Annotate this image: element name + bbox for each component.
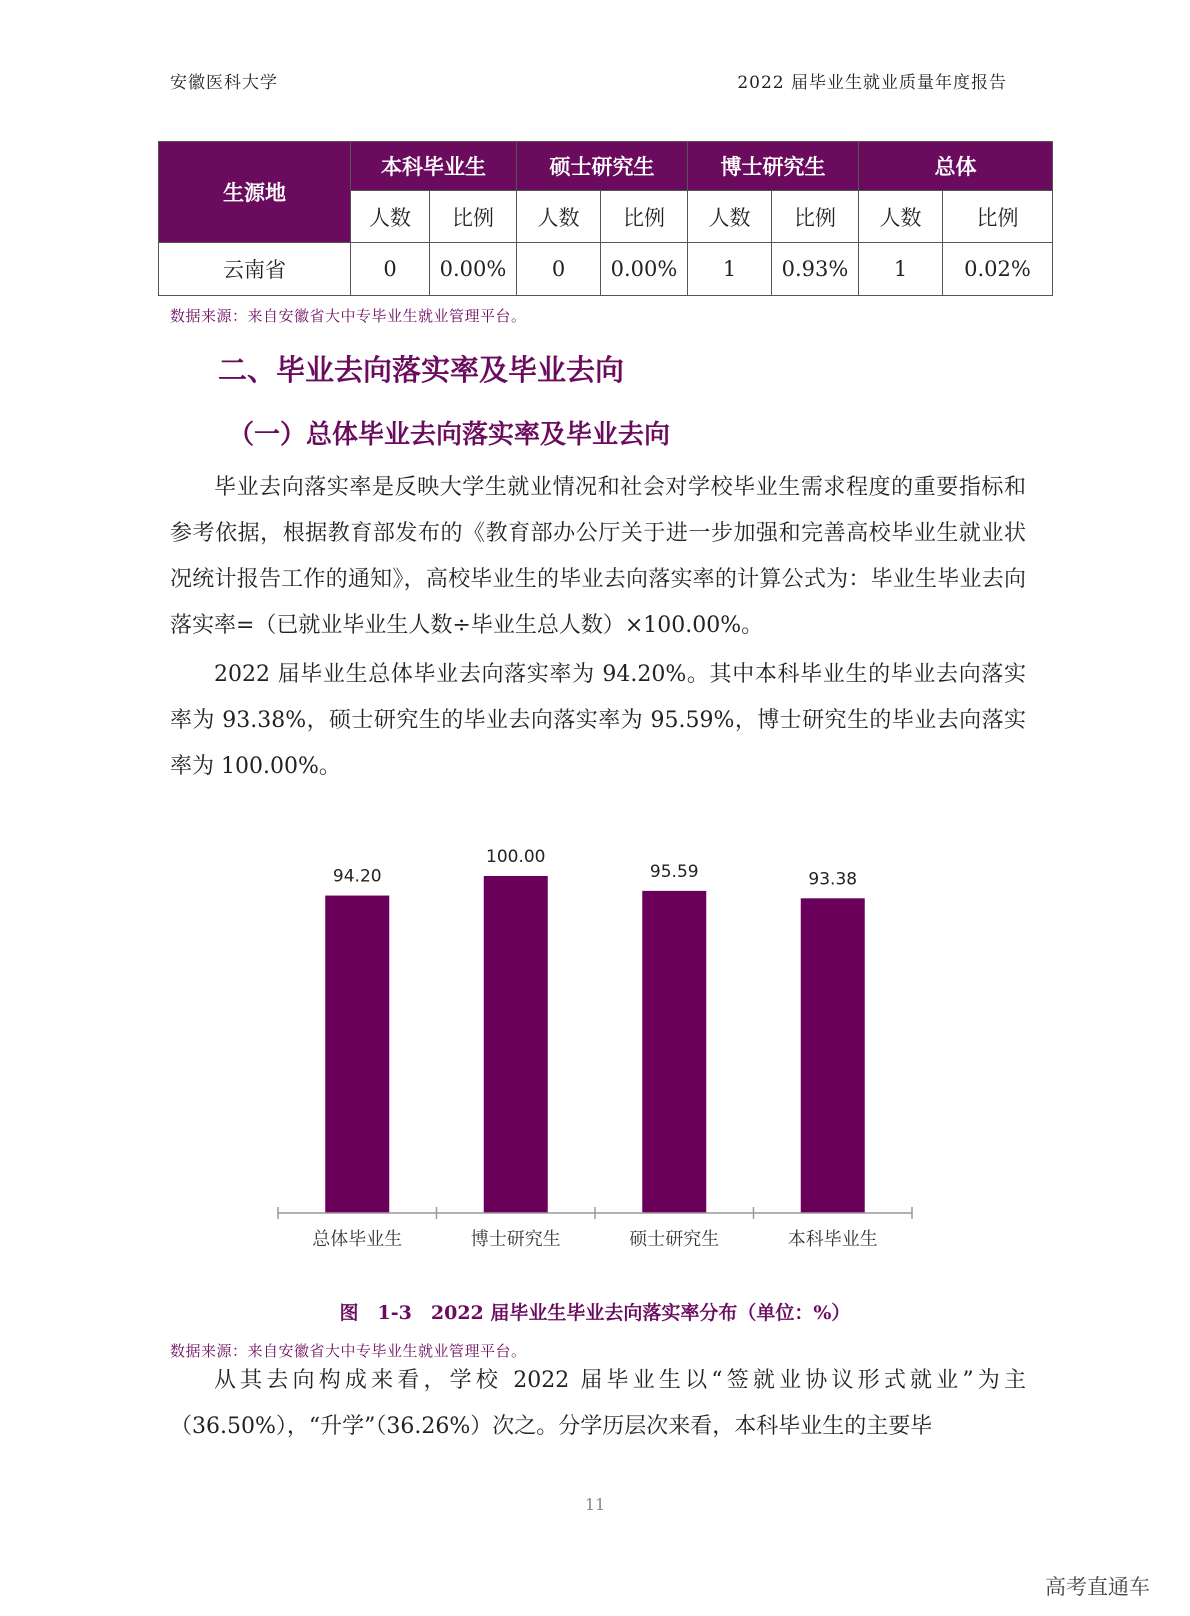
table-cell: 1 — [859, 243, 943, 296]
table-cell: 0 — [517, 243, 601, 296]
group-header-total: 总体 — [859, 142, 1053, 191]
origin-table — [158, 141, 1053, 296]
data-label-2: 95.59 — [649, 861, 699, 882]
table-cell: 0 — [351, 243, 430, 296]
table-cell: 0.93% — [772, 243, 859, 296]
subsection-title: （一）总体毕业去向落实率及毕业去向 — [228, 420, 671, 450]
bar-2 — [642, 891, 706, 1213]
page-number: 11 — [584, 1495, 606, 1514]
header-school-name: 安徽医科大学 — [170, 73, 278, 93]
data-label-3: 93.38 — [808, 869, 858, 890]
sub-header-count: 人数 — [351, 191, 430, 243]
paragraph-rates: 2022 届毕业生总体毕业去向落实率为 94.20%。其中本科毕业生的毕业去向落实率为 93.38%，硕士研究生的毕业去向落实率为 95.59%，博士研究生的毕业去向落实率为 100.00%。 — [170, 662, 1026, 779]
data-label-1: 100.00 — [486, 847, 546, 867]
group-header-master: 硕士研究生 — [517, 142, 688, 191]
table-cell: 1 — [688, 243, 772, 296]
sub-header-count: 人数 — [688, 191, 772, 243]
group-header-doctor: 博士研究生 — [688, 142, 859, 191]
bar-0 — [325, 896, 389, 1213]
header-report-title: 2022 届毕业生就业质量年度报告 — [737, 73, 1007, 93]
province-cell: 云南省 — [159, 243, 351, 296]
data-label-0: 94.20 — [332, 866, 382, 887]
table-cell: 0.02% — [943, 243, 1053, 296]
table-cell: 0.00% — [601, 243, 688, 296]
table-source-note: 数据来源：来自安徽省大中专毕业生就业管理平台。 — [170, 307, 527, 325]
sub-header-count: 人数 — [859, 191, 943, 243]
category-label-0: 总体毕业生 — [312, 1229, 403, 1250]
figure-caption: 图 1-3 2022 届毕业生毕业去向落实率分布（单位：%） — [339, 1302, 851, 1324]
category-label-2: 硕士研究生 — [629, 1229, 720, 1250]
paragraph-definition: 毕业去向落实率是反映大学生就业情况和社会对学校毕业生需求程度的重要指标和参考依据，根据教育部发布的《教育部办公厅关于进一步加强和完善高校毕业生就业状况统计报告工作的通知》，高校毕业生的毕业去向落实率的计算公式为：毕业生毕业去向落实率=（已就业毕业生人数÷毕业生总人数）×100.00%。 — [170, 475, 1026, 638]
bar-3 — [801, 898, 865, 1213]
section-title: 二、毕业去向落实率及毕业去向 — [218, 353, 625, 387]
placement-rate-bar-chart — [270, 818, 920, 1258]
category-label-1: 博士研究生 — [470, 1229, 561, 1250]
sub-header-count: 人数 — [517, 191, 601, 243]
table-cell: 0.00% — [430, 243, 517, 296]
sub-header-ratio: 比例 — [772, 191, 859, 243]
chart-source-note: 数据来源：来自安徽省大中专毕业生就业管理平台。 — [170, 1342, 527, 1360]
origin-header: 生源地 — [159, 142, 351, 243]
paragraph-composition: 从其去向构成来看，学校 2022 届毕业生以“签就业协议形式就业”为主（36.50%），“升学”（36.26%）次之。分学历层次来看，本科毕业生的主要毕 — [170, 1368, 1026, 1439]
sub-header-ratio: 比例 — [943, 191, 1053, 243]
sub-header-ratio: 比例 — [430, 191, 517, 243]
watermark: 高考直通车 — [1045, 1575, 1150, 1599]
category-label-3: 本科毕业生 — [787, 1229, 878, 1250]
sub-header-ratio: 比例 — [601, 191, 688, 243]
table-row — [159, 243, 1053, 296]
bar-1 — [484, 876, 548, 1213]
group-header-undergrad: 本科毕业生 — [351, 142, 517, 191]
